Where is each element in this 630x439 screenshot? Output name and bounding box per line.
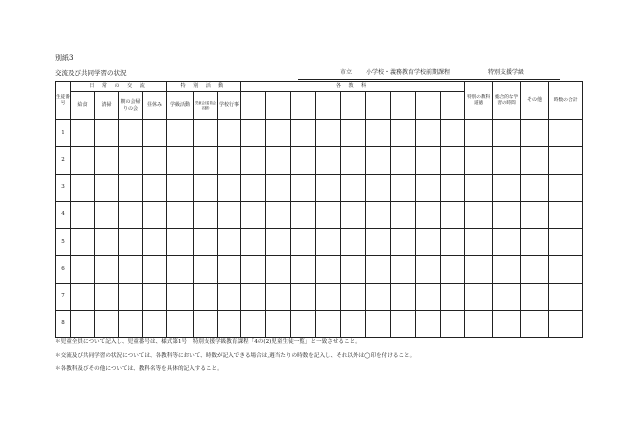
table-cell[interactable]	[441, 201, 465, 228]
document-label: 別紙3	[55, 54, 74, 62]
table-cell[interactable]	[521, 120, 549, 147]
table-cell[interactable]	[549, 147, 583, 174]
table-cell[interactable]	[266, 201, 291, 228]
table-cell[interactable]	[266, 174, 291, 201]
special-col-header: 児童会(委員会活動)	[194, 92, 218, 120]
table-cell[interactable]	[241, 229, 266, 256]
table-cell[interactable]	[366, 229, 391, 256]
table-cell[interactable]	[95, 310, 119, 337]
daily-col-header: 朝の会帰りの会	[119, 92, 143, 120]
table-cell[interactable]	[218, 174, 241, 201]
subject-col-header[interactable]	[416, 92, 441, 120]
table-cell[interactable]	[119, 310, 143, 337]
table-cell[interactable]	[493, 310, 521, 337]
table-cell[interactable]	[143, 120, 167, 147]
header-integrated-study: 総合的な学習の時間	[493, 82, 521, 120]
table-cell[interactable]	[71, 120, 95, 147]
note-1: ＊児童全員について記入し、児童番号は、様式第1号 特別支援学級教育課程「4の(2)児童生徒一覧」と一致させること。	[55, 339, 361, 345]
table-cell[interactable]	[291, 201, 316, 228]
table-cell[interactable]	[416, 283, 441, 310]
header-moral-education: 特別の教科道徳	[465, 82, 493, 120]
table-cell[interactable]	[95, 147, 119, 174]
table-cell[interactable]	[194, 201, 218, 228]
table-cell[interactable]	[441, 229, 465, 256]
table-cell[interactable]	[416, 310, 441, 337]
table-cell[interactable]	[549, 310, 583, 337]
table-cell[interactable]	[241, 256, 266, 283]
row-number: 5	[56, 229, 71, 256]
table-cell[interactable]	[241, 283, 266, 310]
table-cell[interactable]	[167, 174, 194, 201]
table-cell[interactable]	[341, 256, 366, 283]
table-row	[56, 229, 583, 256]
table-cell[interactable]	[71, 310, 95, 337]
table-cell[interactable]	[341, 120, 366, 147]
table-cell[interactable]	[95, 174, 119, 201]
special-col-header: 学級活動	[167, 92, 194, 120]
table-cell[interactable]	[95, 201, 119, 228]
table-cell[interactable]	[493, 256, 521, 283]
table-cell[interactable]	[465, 120, 493, 147]
table-cell[interactable]	[493, 283, 521, 310]
table-cell[interactable]	[366, 283, 391, 310]
table-cell[interactable]	[218, 201, 241, 228]
table-cell[interactable]	[241, 120, 266, 147]
subject-col-header[interactable]	[441, 92, 465, 120]
header-subjects: 各 教 科	[241, 82, 465, 92]
table-cell[interactable]	[266, 283, 291, 310]
table-cell[interactable]	[521, 283, 549, 310]
header-daily-exchange: 日 常 の 交 流	[71, 82, 167, 92]
table-cell[interactable]	[441, 283, 465, 310]
subject-col-header[interactable]	[341, 92, 366, 120]
table-cell[interactable]	[95, 256, 119, 283]
table-cell[interactable]	[143, 256, 167, 283]
daily-col-header: 清掃	[95, 92, 119, 120]
subject-col-header[interactable]	[266, 92, 291, 120]
exchange-status-table	[55, 81, 583, 338]
table-cell[interactable]	[366, 147, 391, 174]
table-cell[interactable]	[266, 147, 291, 174]
city-label: 市立	[340, 69, 353, 76]
table-cell[interactable]	[194, 147, 218, 174]
table-cell[interactable]	[71, 201, 95, 228]
daily-col-header: 昼休み	[143, 92, 167, 120]
subject-col-header[interactable]	[291, 92, 316, 120]
table-cell[interactable]	[391, 229, 416, 256]
table-cell[interactable]	[465, 283, 493, 310]
table-cell[interactable]	[521, 201, 549, 228]
table-cell[interactable]	[465, 310, 493, 337]
table-cell[interactable]	[465, 147, 493, 174]
table-cell[interactable]	[167, 283, 194, 310]
table-cell[interactable]	[194, 174, 218, 201]
table-cell[interactable]	[71, 283, 95, 310]
header-special-activities: 特 別 活 動	[167, 82, 241, 92]
row-number: 1	[56, 120, 71, 147]
table-cell[interactable]	[549, 174, 583, 201]
table-cell[interactable]	[493, 120, 521, 147]
table-cell[interactable]	[341, 201, 366, 228]
table-cell[interactable]	[493, 229, 521, 256]
table-cell[interactable]	[291, 120, 316, 147]
table-cell[interactable]	[143, 201, 167, 228]
table-cell[interactable]	[71, 256, 95, 283]
table-cell[interactable]	[521, 256, 549, 283]
table-cell[interactable]	[416, 147, 441, 174]
table-cell[interactable]	[71, 229, 95, 256]
table-cell[interactable]	[341, 283, 366, 310]
table-cell[interactable]	[241, 147, 266, 174]
table-cell[interactable]	[241, 174, 266, 201]
table-cell[interactable]	[366, 256, 391, 283]
table-cell[interactable]	[316, 256, 341, 283]
table-cell[interactable]	[167, 310, 194, 337]
subject-col-header[interactable]	[391, 92, 416, 120]
table-cell[interactable]	[549, 201, 583, 228]
table-cell[interactable]	[316, 120, 341, 147]
table-row	[56, 283, 583, 310]
table-row	[56, 120, 583, 147]
table-cell[interactable]	[167, 229, 194, 256]
table-cell[interactable]	[291, 310, 316, 337]
table-cell[interactable]	[71, 174, 95, 201]
table-cell[interactable]	[316, 283, 341, 310]
row-number: 7	[56, 283, 71, 310]
school-line-underline	[298, 79, 560, 80]
table-cell[interactable]	[119, 120, 143, 147]
table-cell[interactable]	[143, 310, 167, 337]
table-cell[interactable]	[119, 174, 143, 201]
table-cell[interactable]	[316, 147, 341, 174]
table-cell[interactable]	[465, 229, 493, 256]
table-cell[interactable]	[391, 120, 416, 147]
table-cell[interactable]	[266, 310, 291, 337]
table-cell[interactable]	[549, 283, 583, 310]
table-cell[interactable]	[465, 174, 493, 201]
table-cell[interactable]	[194, 283, 218, 310]
table-cell[interactable]	[119, 229, 143, 256]
row-number: 2	[56, 147, 71, 174]
table-cell[interactable]	[341, 310, 366, 337]
table-cell[interactable]	[391, 283, 416, 310]
table-cell[interactable]	[366, 174, 391, 201]
subject-col-header[interactable]	[316, 92, 341, 120]
table-cell[interactable]	[441, 147, 465, 174]
table-cell[interactable]	[218, 229, 241, 256]
table-cell[interactable]	[341, 229, 366, 256]
row-number: 6	[56, 256, 71, 283]
table-cell[interactable]	[316, 201, 341, 228]
table-cell[interactable]	[416, 201, 441, 228]
table-cell[interactable]	[143, 174, 167, 201]
table-row	[56, 174, 583, 201]
table-cell[interactable]	[143, 283, 167, 310]
table-cell[interactable]	[366, 310, 391, 337]
table-cell[interactable]	[218, 283, 241, 310]
table-cell[interactable]	[416, 256, 441, 283]
table-cell[interactable]	[218, 256, 241, 283]
table-cell[interactable]	[493, 174, 521, 201]
table-cell[interactable]	[521, 229, 549, 256]
table-cell[interactable]	[291, 283, 316, 310]
table-cell[interactable]	[291, 147, 316, 174]
table-cell[interactable]	[167, 256, 194, 283]
special-col-header: 学校行事	[218, 92, 241, 120]
table-cell[interactable]	[341, 174, 366, 201]
table-cell[interactable]	[167, 201, 194, 228]
table-row	[56, 310, 583, 337]
table-cell[interactable]	[266, 120, 291, 147]
note-2: ＊交流及び共同学習の状況については、各教科等において、時数が記入できる場合は,週当たりの時数を記入し、それ以外は◯印を付けること。	[55, 353, 416, 359]
table-cell[interactable]	[441, 256, 465, 283]
daily-col-header: 給食	[71, 92, 95, 120]
table-cell[interactable]	[391, 310, 416, 337]
table-cell[interactable]	[266, 229, 291, 256]
table-cell[interactable]	[366, 201, 391, 228]
table-cell[interactable]	[95, 283, 119, 310]
table-cell[interactable]	[218, 147, 241, 174]
document-title: 交流及び共同学習の状況	[55, 69, 127, 77]
table-cell[interactable]	[241, 201, 266, 228]
table-cell[interactable]	[493, 147, 521, 174]
table-cell[interactable]	[465, 256, 493, 283]
table-cell[interactable]	[119, 201, 143, 228]
row-number: 8	[56, 310, 71, 337]
table-row	[56, 201, 583, 228]
header-total-hours: 時数の合計	[549, 82, 583, 120]
table-cell[interactable]	[465, 201, 493, 228]
subject-col-header[interactable]	[241, 92, 266, 120]
table-cell[interactable]	[119, 256, 143, 283]
table-cell[interactable]	[218, 120, 241, 147]
table-cell[interactable]	[391, 147, 416, 174]
table-cell[interactable]	[119, 283, 143, 310]
table-cell[interactable]	[366, 120, 391, 147]
table-cell[interactable]	[441, 174, 465, 201]
table-cell[interactable]	[441, 120, 465, 147]
table-row	[56, 256, 583, 283]
table-cell[interactable]	[521, 147, 549, 174]
table-cell[interactable]	[391, 201, 416, 228]
class-type-label: 特別支援学級	[488, 69, 525, 76]
table-cell[interactable]	[416, 229, 441, 256]
header-student-no: 生徒番号	[56, 82, 71, 120]
table-cell[interactable]	[549, 229, 583, 256]
note-3: ＊各教科及びその他については、教科名等を具体的記入すること。	[55, 366, 223, 372]
table-cell[interactable]	[143, 229, 167, 256]
table-cell[interactable]	[119, 147, 143, 174]
table-cell[interactable]	[316, 174, 341, 201]
table-cell[interactable]	[441, 310, 465, 337]
table-cell[interactable]	[493, 201, 521, 228]
table-cell[interactable]	[391, 174, 416, 201]
table-cell[interactable]	[316, 229, 341, 256]
table-cell[interactable]	[194, 120, 218, 147]
table-cell[interactable]	[71, 147, 95, 174]
school-type-label: 小学校・義務教育学校前期課程	[366, 69, 451, 76]
table-cell[interactable]	[291, 229, 316, 256]
table-cell[interactable]	[521, 174, 549, 201]
table-cell[interactable]	[416, 174, 441, 201]
table-cell[interactable]	[291, 174, 316, 201]
subject-col-header[interactable]	[366, 92, 391, 120]
header-other: その他	[521, 82, 549, 120]
table-cell[interactable]	[95, 229, 119, 256]
table-cell[interactable]	[143, 147, 167, 174]
table-cell[interactable]	[95, 120, 119, 147]
table-cell[interactable]	[194, 256, 218, 283]
table-cell[interactable]	[416, 120, 441, 147]
table-cell[interactable]	[167, 120, 194, 147]
table-cell[interactable]	[521, 310, 549, 337]
table-row	[56, 147, 583, 174]
table-cell[interactable]	[218, 310, 241, 337]
table-cell[interactable]	[341, 147, 366, 174]
table-cell[interactable]	[291, 256, 316, 283]
table-cell[interactable]	[194, 229, 218, 256]
table-cell[interactable]	[549, 256, 583, 283]
table-cell[interactable]	[241, 310, 266, 337]
table-cell[interactable]	[167, 147, 194, 174]
row-number: 4	[56, 201, 71, 228]
row-number: 3	[56, 174, 71, 201]
table-cell[interactable]	[266, 256, 291, 283]
table-cell[interactable]	[391, 256, 416, 283]
table-cell[interactable]	[549, 120, 583, 147]
table-cell[interactable]	[316, 310, 341, 337]
table-cell[interactable]	[194, 310, 218, 337]
